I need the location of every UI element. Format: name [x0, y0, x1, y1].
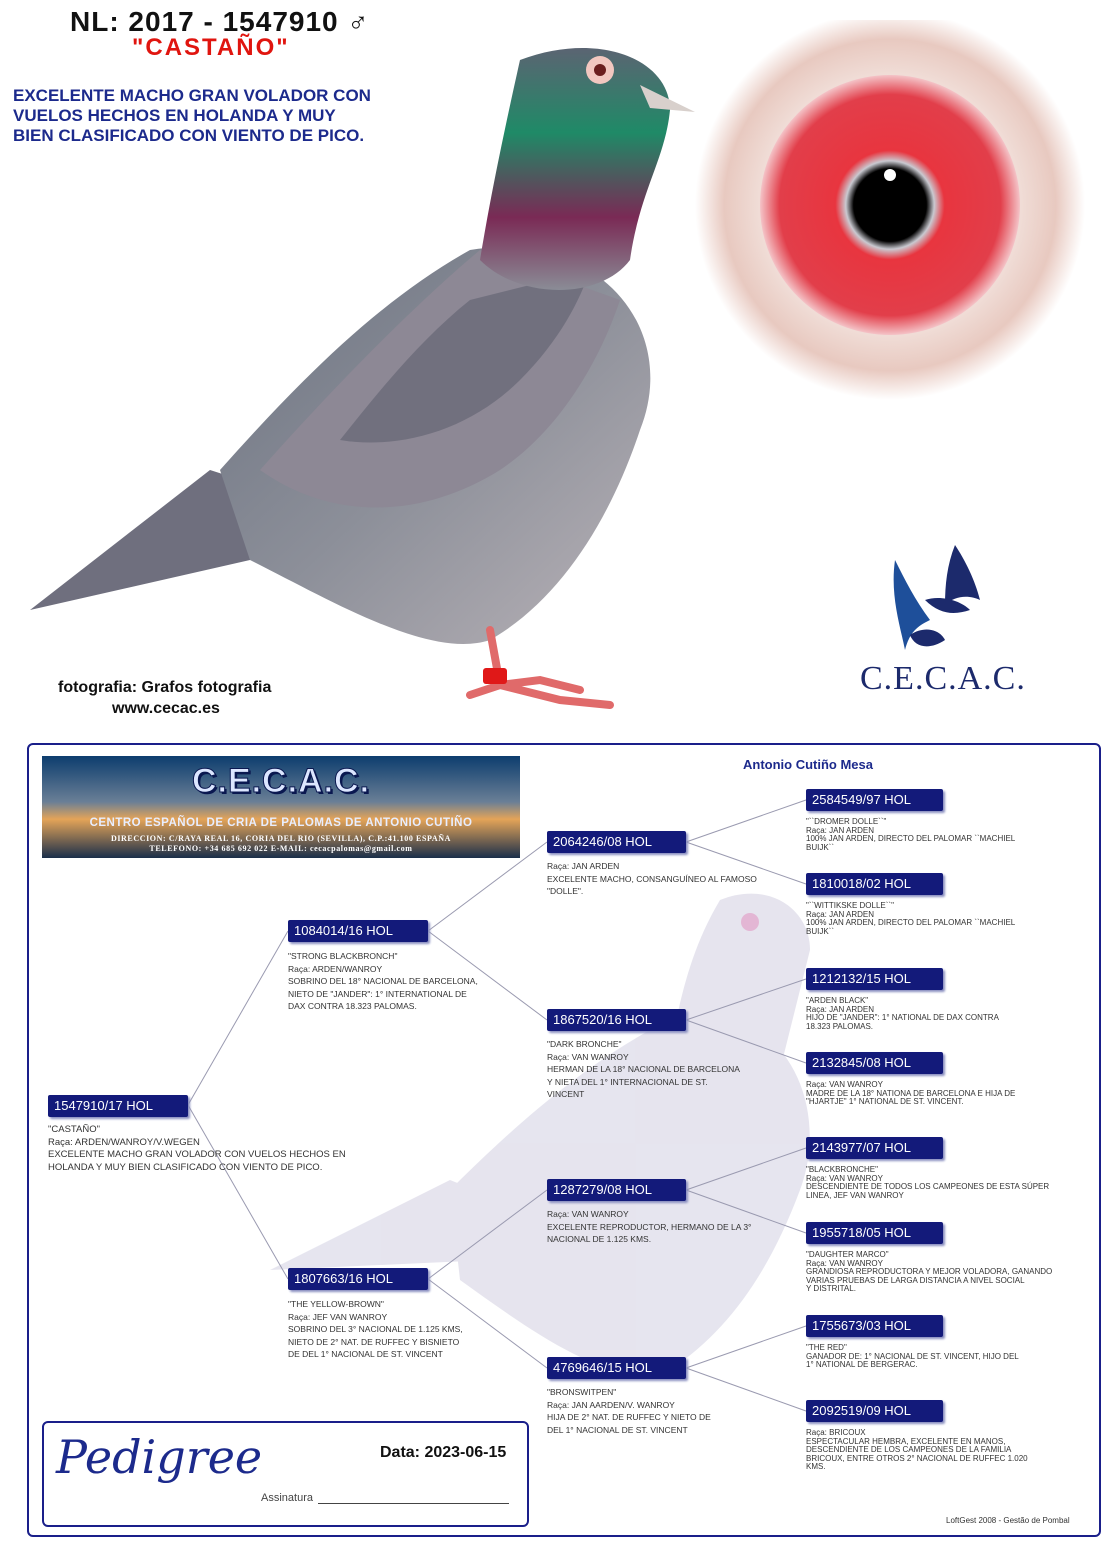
cecac-banner: [42, 756, 520, 858]
info-ssd: "``WITTIKSKE DOLLE``" Raça: JAN ARDEN 100% JAN ARDEN, DIRECTO DEL PALOMAR ``MACHIEL BUIJK``: [806, 901, 1016, 936]
ring-box-dam-dam[interactable]: 4769646/15 HOL: [547, 1357, 686, 1379]
ring-box-dam-sire[interactable]: 1287279/08 HOL: [547, 1179, 686, 1201]
software-credit: LoftGest 2008 - Gestão de Pombal: [946, 1516, 1070, 1525]
info-sire-sire: Raça: JAN ARDEN EXCELENTE MACHO, CONSANGUÍNEO AL FAMOSO "DOLLE".: [547, 861, 757, 896]
owner-name: Antonio Cutiño Mesa: [743, 757, 873, 772]
ring-box-dam[interactable]: 1807663/16 HOL: [288, 1268, 428, 1290]
signature-label: Assinatura: [261, 1492, 313, 1504]
ring-box-ssd[interactable]: 1810018/02 HOL: [806, 873, 943, 895]
description-line: EXCELENTE MACHO GRAN VOLADOR CON: [13, 86, 371, 105]
info-dss: "BLACKBRONCHE" Raça: VAN WANROY DESCENDIENTE DE TODOS LOS CAMPEONES DE ESTA SÚPER LINEA, JEF VAN WANROY: [806, 1165, 1050, 1200]
description-line: BIEN CLASIFICADO CON VIENTO DE PICO.: [13, 126, 365, 145]
info-sss: "``DROMER DOLLE``" Raça: JAN ARDEN 100% JAN ARDEN, DIRECTO DEL PALOMAR ``MACHIEL BUIJK``: [806, 817, 1016, 852]
info-sds: "ARDEN BLACK" Raça: JAN ARDEN HIJO DE "JANDER": 1° NATIONAL DE DAX CONTRA 18.323 PALOMAS.: [806, 996, 999, 1031]
info-sdd: Raça: VAN WANROY MADRE DE LA 18° NATIONA DE BARCELONA E HIJA DE "HJARTJE" 1° NATIONAL DE ST. VINCENT.: [806, 1080, 1016, 1107]
pigeon-nickname: "CASTAÑO": [132, 34, 290, 61]
ring-box-sire[interactable]: 1084014/16 HOL: [288, 920, 428, 942]
ring-box-sire-dam[interactable]: 1867520/16 HOL: [547, 1009, 686, 1031]
ring-box-sds[interactable]: 1212132/15 HOL: [806, 968, 943, 990]
ring-box-dss[interactable]: 2143977/07 HOL: [806, 1137, 943, 1159]
description-line: VUELOS HECHOS EN HOLANDA Y MUY: [13, 106, 336, 125]
ring-box-subject[interactable]: 1547910/17 HOL: [48, 1095, 188, 1117]
info-subject: "CASTAÑO" Raça: ARDEN/WANROY/V.WEGEN EXCELENTE MACHO GRAN VOLADOR CON VUELOS HECHOS EN HOLANDA Y MUY BIEN CLASIFICADO CON VIENTO DE PICO.: [48, 1124, 346, 1173]
banner-contact: TELEFONO: +34 685 692 022 E-MAIL: cecacpalomas@gmail.com: [149, 844, 413, 853]
ring-title: NL: 2017 - 1547910 ♂: [70, 6, 370, 37]
info-dds: "THE RED" GANADOR DE: 1° NACIONAL DE ST. VINCENT, HIJO DEL 1° NATIONAL DE BERGERAC.: [806, 1343, 1019, 1370]
info-sire: "STRONG BLACKBRONCH" Raça: ARDEN/WANROY SOBRINO DEL 18° NACIONAL DE BARCELONA, NIETO DE "JANDER": 1° INTERNATIONAL DE DAX CONTRA 18.323 PALOMAS.: [288, 951, 478, 1011]
ring-box-ddd[interactable]: 2092519/09 HOL: [806, 1400, 943, 1422]
pedigree-date: Data: 2023-06-15: [380, 1444, 507, 1461]
info-dam: "THE YELLOW-BROWN" Raça: JEF VAN WANROY SOBRINO DEL 3° NACIONAL DE 1.125 KMS, NIETO DE 2° NAT. DE RUFFEC Y BISNIETO DE DEL 1° NACIONAL DE ST. VINCENT: [288, 1299, 463, 1359]
ring-box-sdd[interactable]: 2132845/08 HOL: [806, 1052, 943, 1074]
info-ddd: Raça: BRICOUX ESPECTACULAR HEMBRA, EXCELENTE EN MANOS, DESCENDIENTE DE LOS CAMPEONES DE LA FAMILIA BRICOUX, ENTRE OTROS 2° NACIONAL DE RUFFEC 1.020 KMS.: [806, 1428, 1028, 1472]
ring-box-sire-sire[interactable]: 2064246/08 HOL: [547, 831, 686, 853]
info-dam-dam: "BRONSWITPEN" Raça: JAN AARDEN/V. WANROY HIJA DE 2° NAT. DE RUFFEC Y NIETO DE DEL 1° NACIONAL DE ST. VINCENT: [547, 1387, 711, 1435]
banner-address: DIRECCION: C/RAYA REAL 16, CORIA DEL RIO (SEVILLA), C.P.:41.100 ESPAÑA: [110, 834, 452, 843]
signature-line: [318, 1503, 509, 1504]
info-dsd: "DAUGHTER MARCO" Raça: VAN WANROY GRANDIOSA REPRODUCTORA Y MEJOR VOLADORA, GANANDO VARIAS PRUEBAS DE LARGA DISTANCIA A NIVEL SOCIAL Y DISTRITAL.: [806, 1250, 1053, 1294]
photo-credit: fotografia: Grafos fotografia: [58, 679, 272, 696]
ring-box-dsd[interactable]: 1955718/05 HOL: [806, 1222, 943, 1244]
pedigree-title: Pedigree: [56, 1430, 263, 1484]
ring-box-sss[interactable]: 2584549/97 HOL: [806, 789, 943, 811]
info-sire-dam: "DARK BRONCHE" Raça: VAN WANROY HERMAN DE LA 18° NACIONAL DE BARCELONA Y NIETA DEL 1° INTERNACIONAL DE ST. VINCENT: [547, 1039, 740, 1099]
banner-title: C.E.C.A.C.: [191, 762, 371, 800]
info-dam-sire: Raça: VAN WANROY EXCELENTE REPRODUCTOR, HERMANO DE LA 3° NACIONAL DE 1.125 KMS.: [547, 1209, 752, 1244]
ring-box-dds[interactable]: 1755673/03 HOL: [806, 1315, 943, 1337]
banner-subtitle: CENTRO ESPAÑOL DE CRIA DE PALOMAS DE ANTONIO CUTIÑO: [89, 817, 473, 829]
website-link[interactable]: www.cecac.es: [112, 700, 220, 717]
brand-name: C.E.C.A.C.: [860, 660, 1026, 697]
